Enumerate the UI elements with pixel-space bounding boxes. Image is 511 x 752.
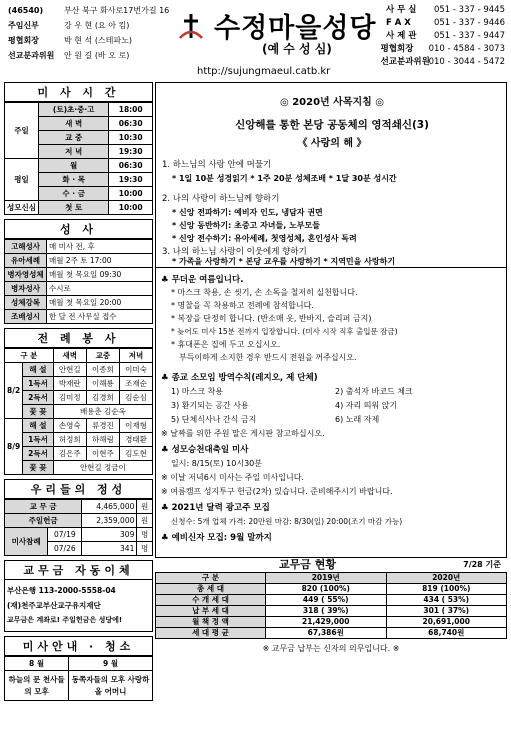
contact-rectory: 사 제 관 051 - 337 - 9447 [385, 31, 505, 41]
pastoral-guideline-box [155, 82, 507, 268]
religion-rule: 2) 출석자 바코드 체크 [335, 387, 413, 396]
contact-president: 평협회장 010 - 4584 - 3073 [380, 44, 505, 54]
status-date: 7/28 기준 [463, 560, 501, 569]
summer-notice-line: * 늦어도 미사 15분 전까지 입장합니다. (미사 시작 직후 출입문 잠금) [171, 327, 398, 336]
header-president-line: 평협회장 박 현 석 (스테파노) [8, 36, 132, 45]
liturgy-service-table: 구 분 새벽 교중 저녁 8/2 해 설 안현길 이종희 이미숙 1독서 박재란 이해룡 조재순 2독서 김미정 김경희 김순심 꽃 꽂 배용춘 김순옥 8/9 해 설 손영숙 류경진 이재형 1독서 허정희 하해림 경태환 2독서 김은주 이현주 김도현 꽃 꽂 안현길 정금이 [4, 348, 153, 475]
church-title: 수정마을성당 [214, 13, 377, 44]
guideline-item-1: 1. 하느님의 사랑 안에 머물기 [162, 160, 272, 170]
status-footnote: ※ 교무금 납부는 신자의 의무입니다. ※ [262, 644, 400, 653]
assumption-line: 일시: 8/15(토) 10시30분 [171, 459, 262, 468]
liturgy-service-title: 전 례 봉 사 [4, 328, 153, 348]
table-row: 수 개 세 대 449 ( 55%) 434 ( 53%) [156, 595, 507, 606]
status-table-wrap [155, 572, 507, 654]
guideline-item-2-sub-1: * 신앙 전파하기: 예비자 인도, 냉담자 권면 [172, 208, 323, 217]
assumption-line: ※ 여름캠프 성지투구 헌금(2차) 있습니다. 준비해주시기 바랍니다. [161, 487, 393, 496]
guideline-item-1-sub: * 1일 10분 성경읽기 * 1주 20분 성체조배 * 1달 30분 성시간 [172, 174, 397, 183]
left-column [4, 82, 153, 749]
guideline-item-2: 2. 나의 사랑이 하느님께 향하기 [162, 194, 280, 204]
summer-notice-line: * 명찰을 꼭 착용하고 전례에 참석합니다. [171, 301, 314, 310]
guideline-item-2-sub-2: * 신앙 동반하기: 초중고 자녀들, 노부모들 [172, 221, 320, 230]
bulletin-header [0, 0, 511, 82]
church-subtitle: (예 수 성 심) [262, 42, 332, 56]
guideline-item-3-sub: * 가족을 사랑하기 * 본당 교우를 사랑하기 * 지역민을 사랑하기 [172, 257, 396, 266]
header-priest-line: 주임신부 강 우 현 (요 아 킴) [8, 21, 130, 30]
guideline-year: 《 사랑의 해 》 [297, 138, 367, 149]
status-table: 구 분 2019년 2020년 총 세 대 820 (100%) 819 (100%) 수 개 세 대 449 ( 55%) 434 ( 53%) 납 부 세 대 318 ( 39%) 301 ( 37%) 월 책 정 액 21,429,000 20,691,000 세 대 평 균 67,386원 68,740원 [155, 572, 507, 639]
header-mission-line: 선교분과위원 안 원 길 (바 오 로) [8, 51, 130, 60]
sacraments-table: 고해성사 매 미사 전, 후 유아세례 매월 2주 토 17:00 병자영성체 매월 첫 목요일 09:30 병자성사 수시로 성체강복 매월 첫 목요일 20:00 조배성시 한 달 전 사무실 접수 [4, 239, 153, 324]
summer-notice-line: * 마스크 착용, 손 씻기, 손 소독을 철저히 실천합니다. [171, 288, 358, 297]
table-row: 납 부 세 대 318 ( 39%) 301 ( 37%) [156, 606, 507, 617]
summer-notice-line: 부득이하게 소지한 경우 반드시 전원을 꺼주십시오. [179, 353, 357, 362]
guideline-item-2-sub-3: * 신앙 전수하기: 유아세례, 첫영성체, 혼인성사 독려 [172, 234, 357, 243]
religion-rule: 3) 환기되는 공간 사용 [171, 401, 249, 410]
table-row: 세 대 평 균 67,386원 68,740원 [156, 628, 507, 639]
religion-rule: 1) 마스크 착용 [171, 387, 223, 396]
assumption-line: ※ 이날 저녁6시 미사는 주일 미사입니다. [161, 473, 304, 482]
table-row: 월 책 정 액 21,429,000 20,691,000 [156, 617, 507, 628]
mass-times-table: 주일 (토)초·중·고 18:00 새 벽 06:30 교 중 10:30 저 녁 19:30 평일 월 06:30 화 · 목 19:30 수 · 금 10:00 성모신심 첫 토 10:00 [4, 102, 153, 215]
sacraments-title: 성 사 [4, 219, 153, 239]
calendar-ad-title: ♣ 2021년 달력 광고주 모집 [161, 503, 270, 513]
catechumen-notice: ♣ 예비신자 모집: 9월 말까지 [161, 533, 272, 543]
right-column [155, 82, 507, 749]
guideline-subtitle: 신앙해를 통한 본당 공동체의 영적쇄신(3) [235, 119, 429, 131]
guideline-item-3: 3. 나의 하느님 사랑이 이웃에게 향하기 [162, 247, 307, 257]
offering-title: 우리들의 정성 [4, 479, 153, 499]
offering-table: 교 무 금 4,465,000 원 주일헌금 2,359,000 원 미사참례 07/19 309 명 07/26 341 명 [4, 499, 153, 556]
calendar-ad-line: 신청수: 5개 업체 가격: 20만원 마감: 8/30(일) 20:00(조기 마감 가능) [171, 517, 403, 526]
mass-guide-table: 8 월 9 월 하늘의 문 천사들의 모후 동쪽자들의 모후 사랑하올 어머니 [4, 656, 153, 701]
summer-notice-line: * 복장을 단정히 합니다. (반소매 옷, 반바지, 슬리퍼 금지) [171, 314, 372, 323]
mass-times-title: 미 사 시 간 [4, 82, 153, 102]
mass-guide-title: 미사안내 · 청소 [4, 636, 153, 656]
table-row: 총 세 대 820 (100%) 819 (100%) [156, 584, 507, 595]
religion-notice-title: ♣ 종교 소모임 방역수칙(레지오, 제 단체) [161, 373, 318, 383]
church-logo-icon [176, 12, 206, 42]
religion-rule: 4) 자리 띄워 앉기 [335, 401, 398, 410]
header-address-line: (46540) 부산 북구 화사로17번가길 16 [8, 6, 170, 15]
auto-transfer-title: 교무금 자동이체 [4, 560, 153, 580]
religion-rule: 5) 단체식사나 간식 금지 [171, 415, 257, 424]
assumption-mass-title: ♣ 성모승천대축일 미사 [161, 445, 249, 455]
summer-notice-title: ♣ 무더운 여름입니다. [161, 275, 244, 285]
contact-mission: 선교분과위원010 - 3044 - 5472 [380, 57, 505, 67]
contact-fax: F A X 051 - 337 - 9446 [385, 18, 505, 28]
religion-note: ※ 날짜를 위한 주원 말은 게시판 참고하십시오. [161, 429, 325, 438]
church-url[interactable]: http://sujungmaeul.catb.kr [197, 66, 331, 77]
auto-transfer-box: 부산은행 113-2000-5558-04 (재)천주교부산교구유지재단 교무금은 계좌로! 주일헌금은 성당에! [4, 580, 153, 632]
contact-office: 사 무 실 051 - 337 - 9445 [385, 5, 505, 15]
religion-rule: 6) 노래 자제 [335, 415, 380, 424]
guideline-title: ◎ 2020년 사목지침 ◎ [279, 97, 385, 108]
status-title: 교무금 현황 [279, 558, 336, 571]
summer-notice-line: * 휴대폰은 집에 두고 오십시오. [171, 340, 281, 349]
